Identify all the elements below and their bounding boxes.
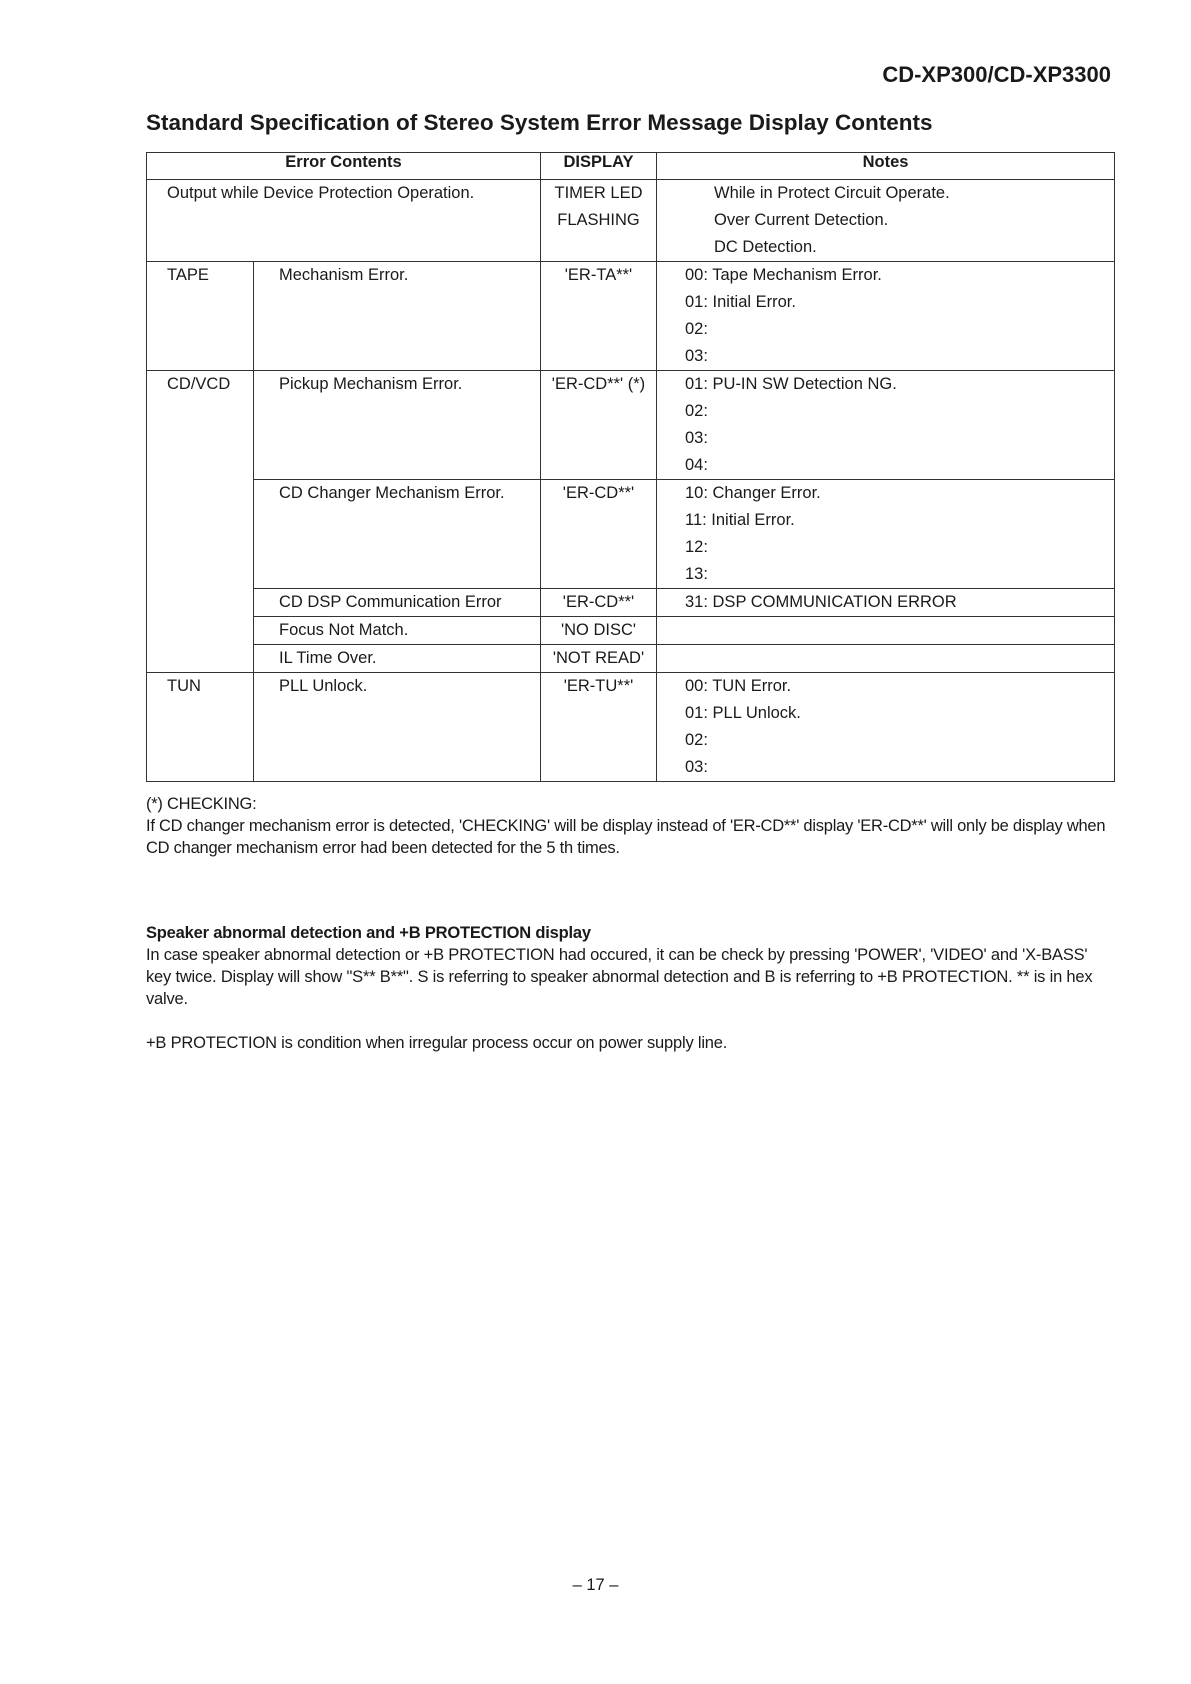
note-line: DC Detection.	[714, 238, 817, 256]
protection-display-line: FLASHING	[557, 211, 640, 229]
page-title: Standard Specification of Stereo System Error Message Display Contents	[146, 110, 933, 135]
protection-contents: Output while Device Protection Operation.	[167, 184, 475, 202]
note-line: 13:	[685, 565, 708, 583]
error-cell	[254, 262, 541, 371]
display-cell	[541, 262, 657, 371]
table-row	[147, 617, 1115, 645]
note-line: 01: PU-IN SW Detection NG.	[685, 375, 897, 393]
display-cell	[541, 645, 657, 673]
error-cell	[254, 617, 541, 645]
note-line: 00: TUN Error.	[685, 677, 792, 695]
header-notes: Notes	[657, 153, 1115, 180]
note-line: 02:	[685, 402, 708, 420]
note-line: 02:	[685, 320, 708, 338]
display-cell	[541, 617, 657, 645]
table-row	[147, 673, 1115, 782]
table-row	[147, 480, 1115, 589]
display-code: 'ER-CD**'	[562, 593, 635, 611]
display-code: 'ER-TA**'	[564, 266, 633, 284]
error-name: Mechanism Error.	[279, 266, 409, 284]
display-code: 'NOT READ'	[552, 649, 645, 667]
category-cell	[147, 371, 254, 673]
error-name: IL Time Over.	[279, 649, 377, 667]
note-line: 03:	[685, 347, 708, 365]
model-number: CD-XP300/CD-XP3300	[882, 62, 1111, 87]
note-line: 03:	[685, 429, 708, 447]
table-header-row	[147, 153, 1115, 180]
error-name: CD DSP Communication Error	[279, 593, 502, 611]
display-cell	[541, 673, 657, 782]
note-line: While in Protect Circuit Operate.	[714, 184, 950, 202]
category-cell	[147, 262, 254, 371]
table-row	[147, 645, 1115, 673]
note-line: 01: Initial Error.	[685, 293, 796, 311]
note-line: 02:	[685, 731, 708, 749]
display-code: 'ER-CD**'	[562, 484, 635, 502]
note-line: 10: Changer Error.	[685, 484, 821, 502]
notes-cell	[657, 262, 1115, 371]
display-code: 'ER-CD**' (*)	[551, 375, 646, 393]
table-row	[147, 589, 1115, 617]
notes-cell	[657, 645, 1115, 673]
error-cell	[254, 371, 541, 480]
section-body: In case speaker abnormal detection or +B PROTECTION had occured, it can be check by pressing 'POWER', 'VIDEO' and 'X-BASS' key twice. Display will show "S** B**". S is referring to speaker abnormal detection and B is referring to +B PROTECTION. ** is in hex valve.	[146, 946, 1093, 1008]
notes-cell	[657, 673, 1115, 782]
display-cell	[541, 480, 657, 589]
error-name: CD Changer Mechanism Error.	[279, 484, 505, 502]
header-error-contents: Error Contents	[147, 153, 541, 180]
note-line: 31: DSP COMMUNICATION ERROR	[685, 593, 957, 611]
note-line-empty	[685, 617, 1114, 644]
section-heading: Speaker abnormal detection and +B PROTECTION display	[146, 924, 591, 942]
footnote-label: (*) CHECKING:	[146, 795, 257, 813]
protection-display-line: TIMER LED	[554, 184, 643, 202]
note-line: 11: Initial Error.	[685, 511, 795, 529]
display-cell	[541, 371, 657, 480]
notes-cell	[657, 589, 1115, 617]
footnote-text: If CD changer mechanism error is detected, 'CHECKING' will be display instead of 'ER-CD**' display 'ER-CD**' will only be display when CD changer mechanism error had been detected for the 5 th times.	[146, 817, 1106, 857]
category-cell	[147, 673, 254, 782]
error-name: Focus Not Match.	[279, 621, 409, 639]
table-row	[147, 180, 1115, 262]
checking-footnote	[146, 793, 1114, 859]
notes-cell	[657, 371, 1115, 480]
note-line: 03:	[685, 758, 708, 776]
protection-notes-cell	[657, 180, 1115, 262]
error-spec-table	[146, 152, 1115, 782]
category-tape: TAPE	[167, 266, 209, 284]
notes-cell	[657, 617, 1115, 645]
display-code: 'ER-TU**'	[563, 677, 634, 695]
display-cell	[541, 589, 657, 617]
table-row	[147, 262, 1115, 371]
error-name: Pickup Mechanism Error.	[279, 375, 463, 393]
table-row	[147, 371, 1115, 480]
note-line: 01: PLL Unlock.	[685, 704, 801, 722]
error-name: PLL Unlock.	[279, 677, 368, 695]
note-line: 04:	[685, 456, 708, 474]
note-line: 00: Tape Mechanism Error.	[685, 266, 882, 284]
page-number: – 17 –	[572, 1576, 619, 1594]
speaker-protection-section	[146, 922, 1114, 1054]
note-line: 12:	[685, 538, 708, 556]
protection-display-cell	[541, 180, 657, 262]
error-cell	[254, 673, 541, 782]
category-tun: TUN	[167, 677, 201, 695]
category-cdvcd: CD/VCD	[167, 375, 231, 393]
error-cell	[254, 480, 541, 589]
display-code: 'NO DISC'	[560, 621, 637, 639]
header-display: DISPLAY	[541, 153, 657, 180]
notes-cell	[657, 480, 1115, 589]
note-line-empty	[685, 645, 1114, 672]
error-cell	[254, 645, 541, 673]
note-line: Over Current Detection.	[714, 211, 889, 229]
protection-contents-cell	[147, 180, 541, 262]
error-cell	[254, 589, 541, 617]
section-note: +B PROTECTION is condition when irregular process occur on power supply line.	[146, 1034, 728, 1052]
